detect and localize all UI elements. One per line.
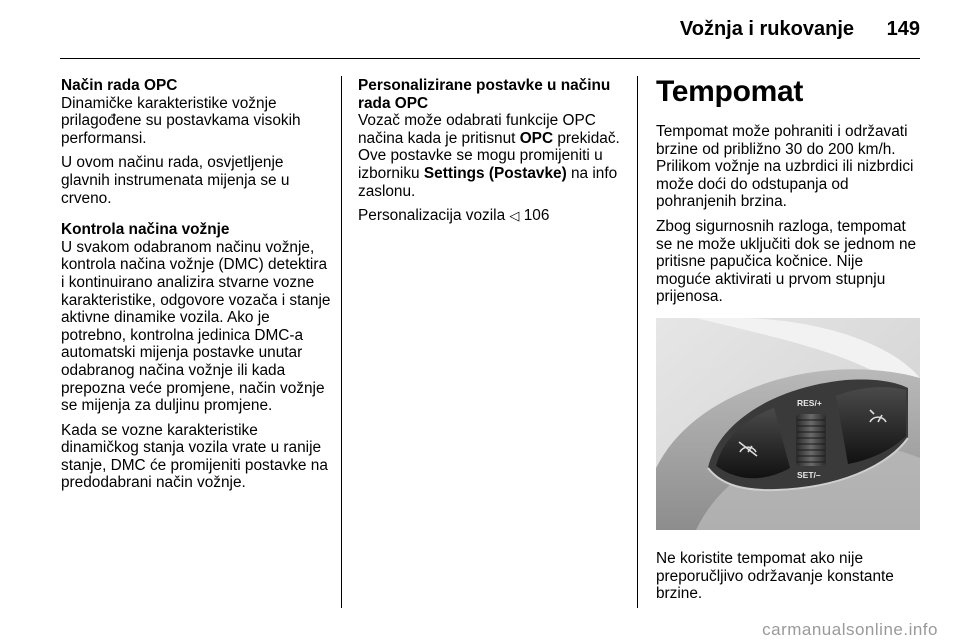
section-title: Tempomat — [656, 75, 804, 108]
opc-mode-paragraph-1: Dinamičke karakteristike vožnje prilagođene su postavkama visokih performansi. — [61, 94, 301, 147]
set-label: SET/– — [797, 469, 821, 480]
dmc-heading: Kontrola načina vožnje — [61, 221, 230, 239]
settings-menu-label: Settings (Postavke) — [423, 164, 567, 182]
dmc-paragraph-2: Kada se vozne karakteristike dinamičkog stanja vozila vrate u ranije stanje, DMC će promijeniti postavke na predodabrani način vožnje. — [61, 421, 328, 492]
opc-mode-heading: Način rada OPC — [61, 77, 178, 94]
cruise-paragraph-2: Zbog sigurnosnih razloga, tempomat se ne može uključiti dok se jednom ne pritisne papučica kočnice. Nije moguće aktivirati u prvom stupnju prijenosa. — [656, 217, 917, 306]
opc-mode-paragraph-2: U ovom načinu rada, osvjetljenje glavnih instrumenata mijenja se u crveno. — [61, 154, 290, 207]
cruise-paragraph-1: Tempomat može pohraniti i održavati brzine od približno 30 do 200 km/h. Prilikom vožnje na uzbrdici ili nizbrdici može doći do odstupanja od pohranjenih brzina. — [656, 123, 914, 211]
cross-reference-text: Personalizacija vozila — [358, 207, 510, 225]
res-label: RES/+ — [797, 397, 822, 408]
page-number: 149 — [886, 18, 920, 40]
cross-reference — [358, 207, 620, 225]
column-right — [656, 77, 922, 610]
steering-wheel-illustration — [656, 318, 920, 530]
steering-wheel-controls-figure — [656, 318, 920, 530]
cross-reference-arrow-icon: ◁ — [509, 208, 520, 224]
text-run: na info zaslonu. — [358, 164, 618, 200]
res-set-roller — [796, 414, 826, 466]
page-header — [0, 0, 960, 62]
cruise-paragraph-3: Ne koristite tempomat ako nije preporučljivo održavanje konstante brzine. — [656, 549, 894, 603]
chapter-title: Vožnja i rukovanje — [679, 18, 854, 40]
opc-personalization-paragraph — [358, 112, 620, 200]
watermark: carmanualsonline.info — [762, 620, 938, 639]
text-run: Vozač može odabrati funkcije OPC načina kada je pritisnut — [358, 112, 596, 147]
header-rule — [60, 58, 920, 59]
dmc-paragraph-1: U svakom odabranom načinu vožnje, kontrola načina vožnje (DMC) detektira i kontinuirano analizira stvarne vozne karakteristike, odgovore vozača i stanje aktivne dinamike vozila. Ako je potrebno, kontrolna jedinica DMC-a automatski mijenja postavke unutar odabranog načina vožnje ili kada prepozna veće promjene, način vožnje se mijenja za duljinu promjene. — [61, 238, 331, 415]
column-middle — [358, 77, 620, 232]
column-divider-2 — [637, 76, 638, 608]
column-left — [61, 77, 333, 499]
cross-reference-page: 106 — [519, 207, 550, 225]
text-run: prekidač. Ove postavke se mogu promijeniti u izborniku — [358, 129, 620, 182]
column-divider-1 — [341, 76, 342, 608]
opc-personalization-heading: Personalizirane postavke u načinu rada OPC — [358, 77, 611, 112]
opc-button-label: OPC — [519, 129, 554, 147]
